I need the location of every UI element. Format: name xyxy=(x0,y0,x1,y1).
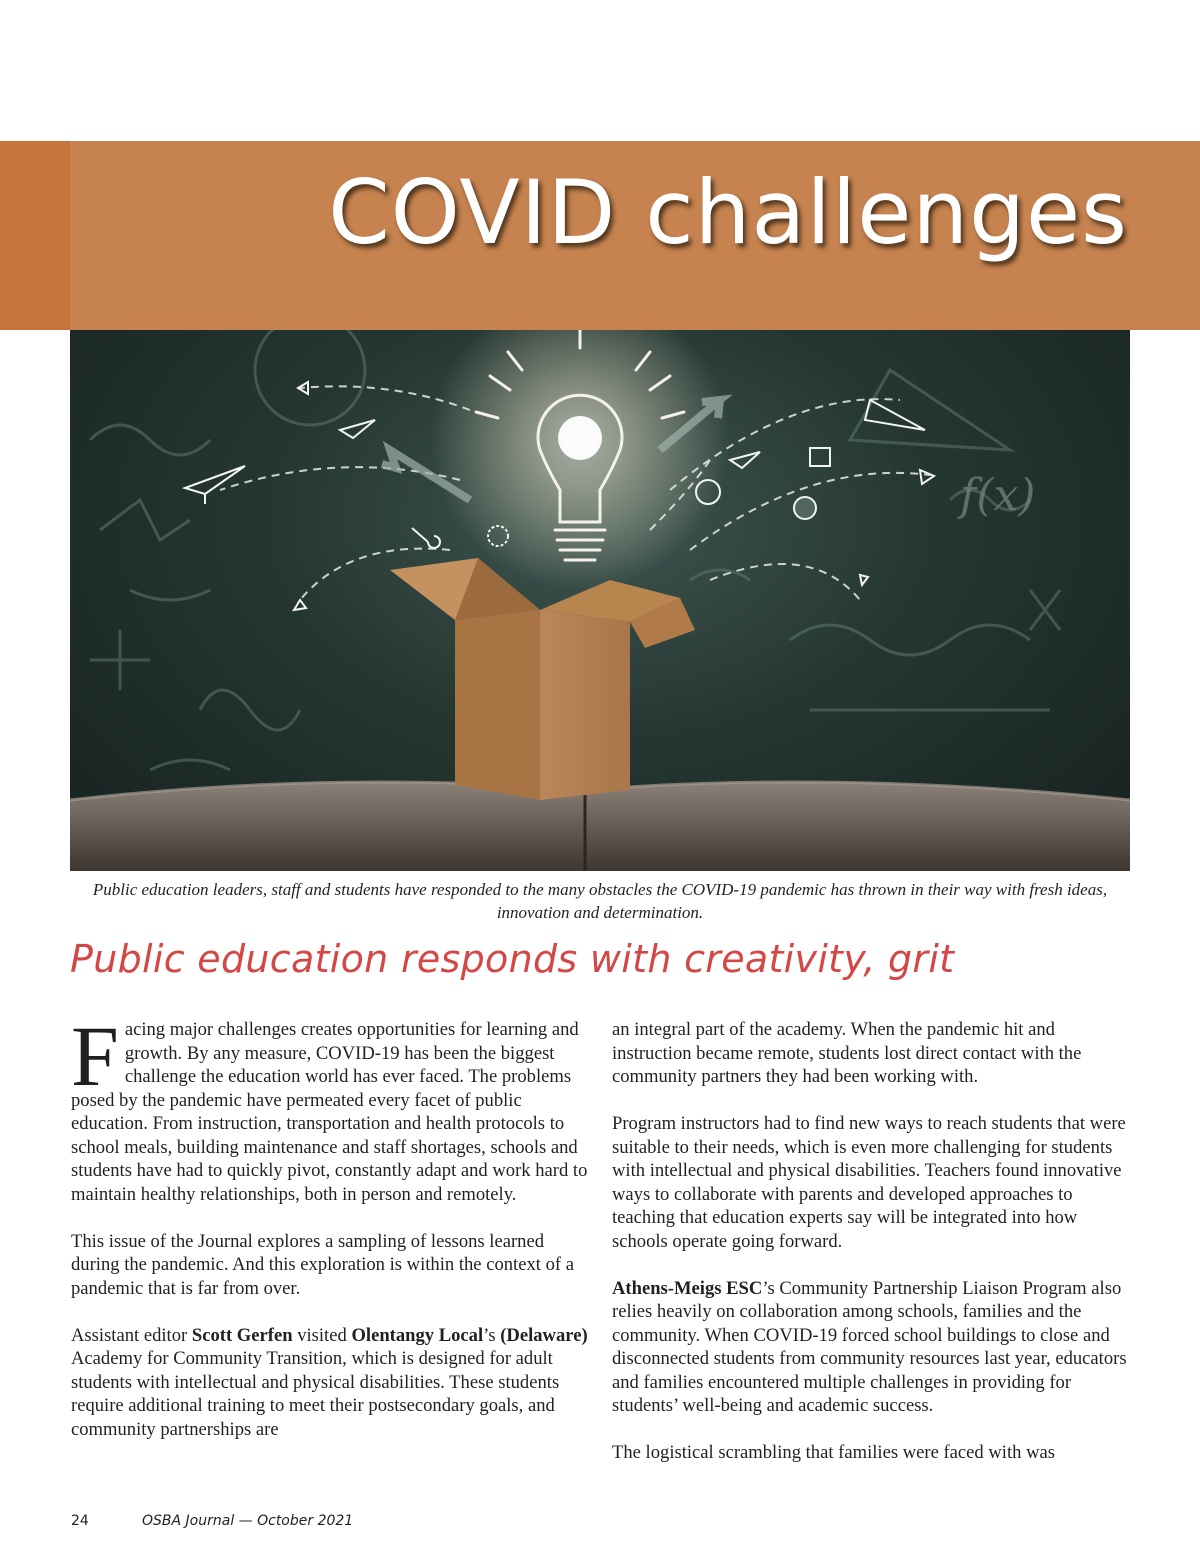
wrench-icon xyxy=(412,528,440,548)
article-column-right xyxy=(612,1018,1129,1488)
calendar-icon xyxy=(810,448,830,466)
globe-icon xyxy=(794,497,816,519)
cardboard-box xyxy=(390,558,695,800)
paragraph-journal-issue: This issue of the Journal explores a sampling of lessons learned during the pandemic. And this exploration is within the context of a pandemic that is far from over. xyxy=(71,1230,574,1299)
paragraph-athens-meigs: Athens-Meigs ESC’s Community Partnership Liaison Program also relies heavily on collaboration among schools, families and the community. When COVID-19 forced school buildings to close and disconnected students from community resources last year, educators and families encountered multiple challenges in providing for students’ well-being and academic success. xyxy=(612,1277,1127,1416)
chalkboard-illustration xyxy=(70,330,1130,871)
paragraph-olentangy: Assistant editor Scott Gerfen visited Olentangy Local’s (Delaware) Academy for Community Transition, which is designed for adult students with intellectual and physical disabilities. These students require additional training to meet their postsecondary goals, and community partnerships are xyxy=(71,1324,588,1440)
article-column-left xyxy=(71,1008,588,1465)
paragraph-logistics: The logistical scrambling that families were faced with was xyxy=(612,1442,1055,1463)
paragraph-instructors: Program instructors had to find new ways to reach students that were suitable to their needs, which is even more challenging for students with intellectual and physical disabilities. Teachers found innovative ways to collaborate with parents and developed approaches to teaching that education experts say will be integrated into how schools operate going forward. xyxy=(612,1113,1126,1252)
article-subtitle: Public education responds with creativity, grit xyxy=(70,937,955,981)
chalk-formula: f(x) xyxy=(960,470,1036,521)
photo-caption: Public education leaders, staff and students have responded to the many obstacles the COVID-19 pandemic has thrown in their way with fresh ideas, innovation and determination. xyxy=(92,880,1108,922)
page-number: 24 xyxy=(71,1513,89,1529)
banner-accent-tab xyxy=(0,141,70,330)
paragraph-academy: an integral part of the academy. When the pandemic hit and instruction became remote, students lost direct contact with the community partners they had been working with. xyxy=(612,1019,1082,1087)
page-title: COVID challenges xyxy=(328,161,1128,264)
drop-cap: F xyxy=(71,1008,119,1104)
open-book xyxy=(70,782,1130,871)
paragraph-intro: Facing major challenges creates opportunities for learning and growth. By any measure, COVID-19 has been the biggest challenge the education world has ever faced. The problems posed by the pandemic have permeated every facet of public education. From instruction, transportation and health protocols to school meals, building maintenance and staff shortages, schools and students have had to quickly pivot, constantly adapt and work hard to maintain healthy relationships, both in person and remotely. xyxy=(71,1008,588,1205)
feature-photo xyxy=(70,330,1130,871)
journal-issue-label: OSBA Journal — October 2021 xyxy=(142,1513,354,1529)
